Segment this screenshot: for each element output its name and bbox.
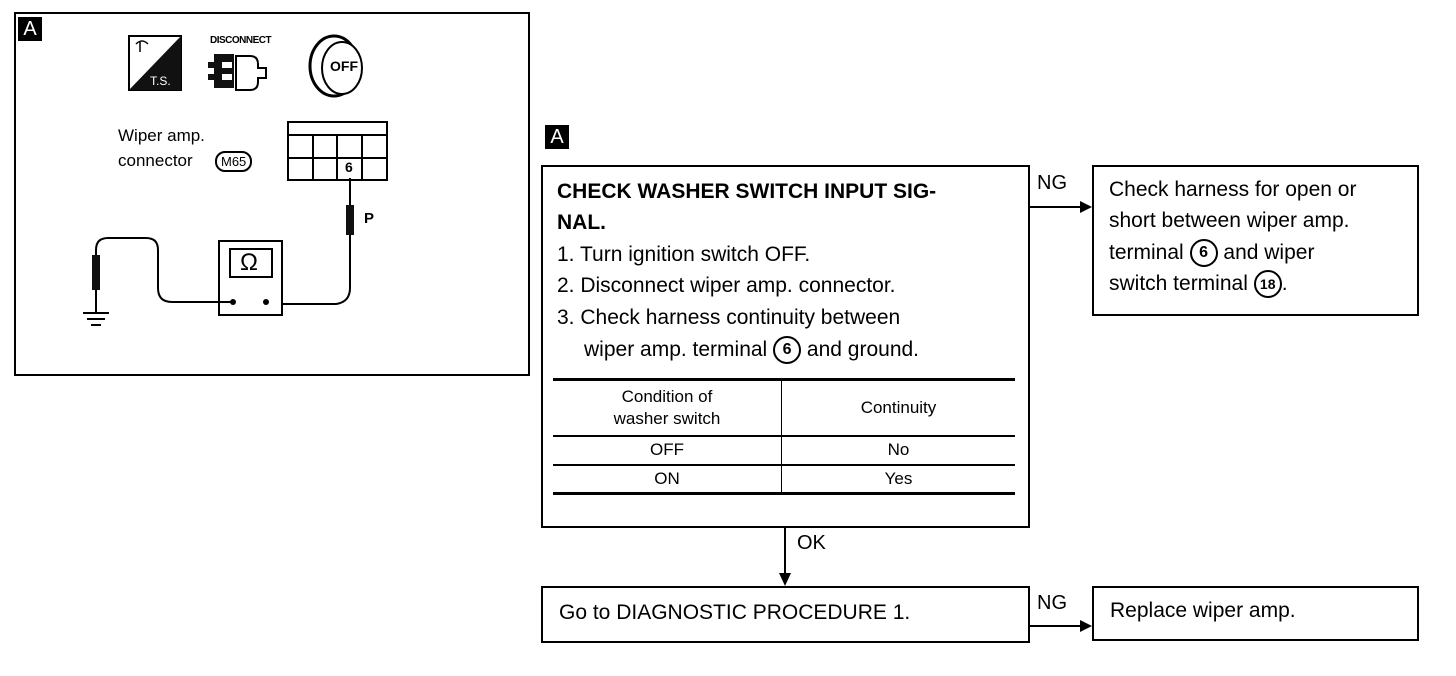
check-step-3-post: and ground. <box>806 338 920 361</box>
replace-text: Replace wiper amp. <box>1110 599 1296 622</box>
table-cell: ON <box>654 468 680 488</box>
table-header-row <box>553 380 1015 436</box>
flow-tag: A <box>545 125 569 149</box>
table-header-continuity: Continuity <box>782 380 1016 436</box>
disconnect-icon <box>208 54 266 90</box>
table-cell: OFF <box>650 440 684 459</box>
table-header-condition: Condition of washer switch <box>613 386 721 428</box>
check-step-3-line2 <box>584 334 919 366</box>
arrow-ng-replace <box>1029 620 1092 632</box>
ohmmeter-symbol: Ω <box>240 249 258 276</box>
check-step-3-line1: 3. Check harness continuity between <box>557 306 901 329</box>
illustration-tag: A <box>18 17 42 41</box>
harness-line1: Check harness for open or <box>1109 178 1357 201</box>
terminal-6-circle: 6 <box>773 336 801 364</box>
table-cell: No <box>782 436 1016 465</box>
harness-line2: short between wiper amp. <box>1109 209 1350 232</box>
table-cell: Yes <box>782 465 1016 494</box>
ok-label: OK <box>797 532 826 554</box>
probe-ground <box>92 238 233 312</box>
wire-color-label: P <box>364 210 375 227</box>
arrow-ok-goto <box>779 527 791 586</box>
terminal-18-circle: 18 <box>1254 270 1282 298</box>
ng-label-1: NG <box>1037 172 1067 194</box>
harness-line3: terminal 6 and wiper <box>1109 237 1314 269</box>
connector-terminal-number: 6 <box>345 159 353 175</box>
connector-label-line1: Wiper amp. <box>118 126 205 145</box>
check-step-3-pre: wiper amp. terminal <box>584 338 768 361</box>
ts-label: T.S. <box>150 74 171 88</box>
ground-symbol-icon <box>83 313 109 325</box>
goto-text: Go to DIAGNOSTIC PROCEDURE 1. <box>559 601 911 624</box>
check-step-2: 2. Disconnect wiper amp. connector. <box>557 274 896 297</box>
arrow-ng-harness <box>1029 201 1092 213</box>
terminal-6-circle: 6 <box>1190 239 1218 267</box>
table-row <box>553 465 1015 494</box>
table-row <box>553 436 1015 465</box>
connector-id-badge: M65 <box>215 151 252 172</box>
harness-line4: switch terminal 18 . <box>1109 268 1288 300</box>
wiper-amp-connector-grid <box>288 122 387 180</box>
disconnect-label: DISCONNECT <box>210 35 272 46</box>
ng-label-2: NG <box>1037 592 1067 614</box>
check-title-line1: CHECK WASHER SWITCH INPUT SIG- <box>557 180 937 203</box>
connector-label-line2: connector <box>118 151 193 170</box>
continuity-table <box>553 378 1015 495</box>
check-title-line2: NAL. <box>557 211 606 234</box>
off-label: OFF <box>330 58 358 74</box>
check-step-1: 1. Turn ignition switch OFF. <box>557 243 811 266</box>
